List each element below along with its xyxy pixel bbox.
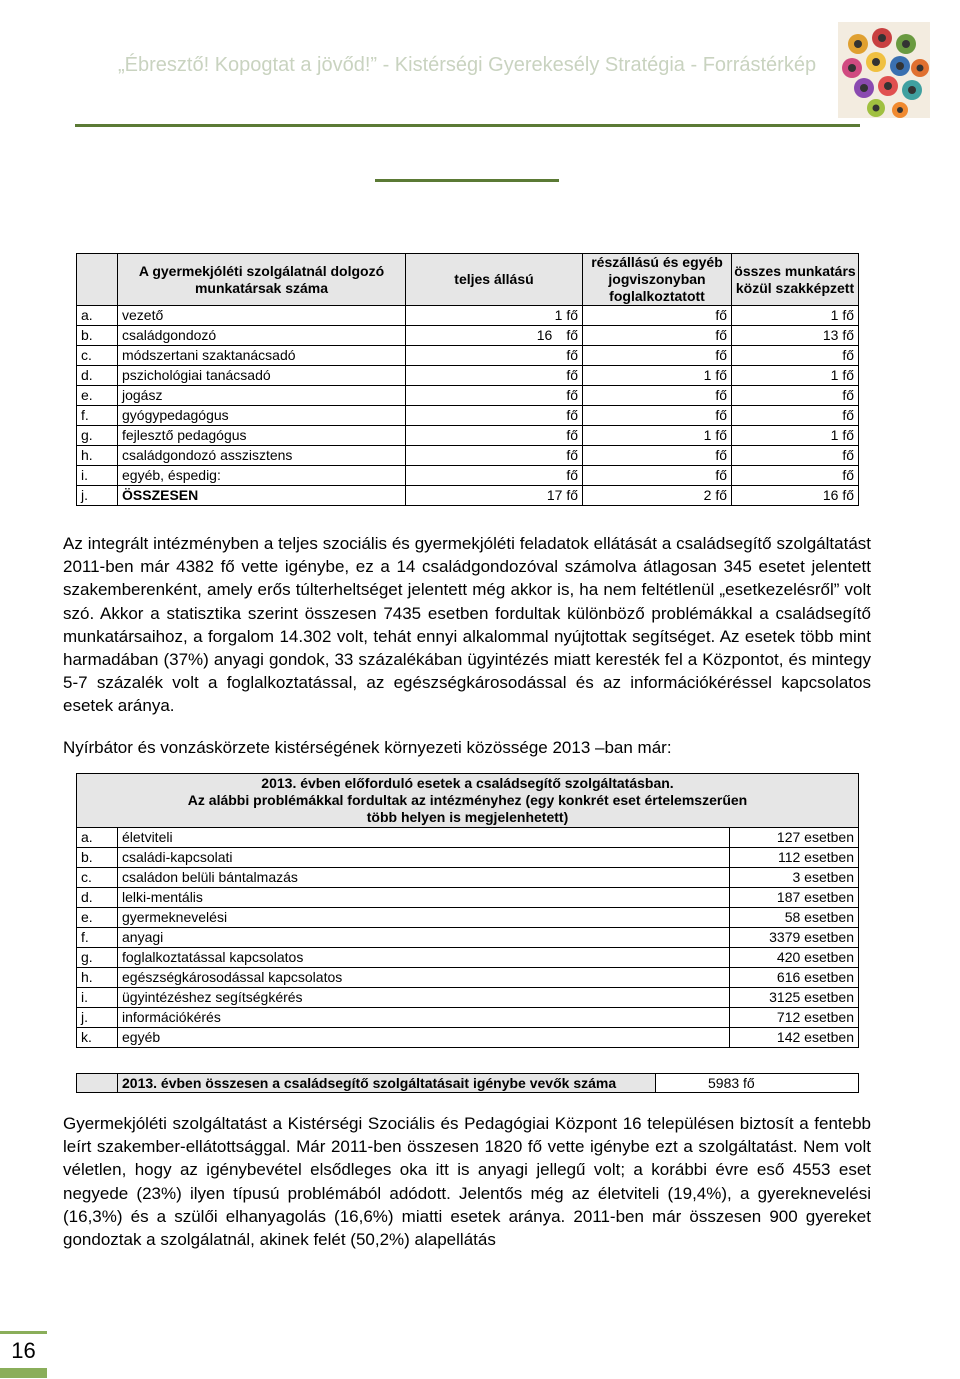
staff-table-fulltime-header: teljes állású <box>406 254 583 306</box>
paragraph-community-intro: Nyírbátor és vonzáskörzete kistérségének környezeti közössége 2013 –ban már: <box>63 738 672 757</box>
total-users-corner <box>77 1074 118 1093</box>
colored-pencils-logo <box>838 22 930 118</box>
staff-table-qualified-header: összes munkatárs közül szakképzett <box>732 254 859 306</box>
page-number: 16 <box>11 1338 36 1363</box>
table-row: d. lelki-mentális 187 esetben <box>77 888 859 908</box>
table-row: c. családon belüli bántalmazás 3 esetben <box>77 868 859 888</box>
table-row: a. vezető 1 fő fő 1 fő <box>77 306 859 326</box>
page-number-line <box>0 1331 47 1334</box>
table-row: c. módszertani szaktanácsadó fő fő fő <box>77 346 859 366</box>
table-row: h. egészségkárosodással kapcsolatos 616 esetben <box>77 968 859 988</box>
table-row: e. gyermeknevelési 58 esetben <box>77 908 859 928</box>
table-row: b. családi-kapcsolati 112 esetben <box>77 848 859 868</box>
table-row: i. egyéb, éspedig: fő fő fő <box>77 466 859 486</box>
table-row: e. jogász fő fő fő <box>77 386 859 406</box>
total-users-table <box>76 1073 859 1093</box>
cases-table-header: 2013. évben előforduló esetek a családsegítő szolgáltatásban. Az alábbi problémákkal fordultak az intézményhez (egy konkrét eset értelemszerűen több helyen is megjelenhetett) <box>77 774 859 828</box>
table-row: h. családgondozó asszisztens fő fő fő <box>77 446 859 466</box>
table-row: a. életviteli 127 esetben <box>77 828 859 848</box>
table-row-total: j. ÖSSZESEN 17 fő 2 fő 16 fő <box>77 486 859 506</box>
page-number-bar <box>0 1368 47 1378</box>
staff-table-corner <box>77 254 118 306</box>
table-row: k. egyéb 142 esetben <box>77 1028 859 1048</box>
staff-table-name-header: A gyermekjóléti szolgálatnál dolgozó munkatársak száma <box>118 254 406 306</box>
cases-table <box>76 773 859 1048</box>
table-row: i. ügyintézéshez segítségkérés 3125 esetben <box>77 988 859 1008</box>
paragraph-child-welfare: Gyermekjóléti szolgáltatást a Kistérségi Szociális és Pedagógiai Központ 16 településen biztosít a fentebb leírt szakember-ellátottsággal. Már 2011-ben összesen 1820 fő vette igénybe ezt a szolgáltatást. Nem volt véletlen, hogy az igénybevétel elsődleges oka itt is anyagi jellegű volt; a korábbi évre eső 4553 eset negyede (23%) ilyen típusú problémából adódott. Jelentős még az életviteli (19,4%), a gyereknevelési (16,3%) és a szülői elhanyagolás (16,6%) miatti esetek aránya. 2011-ben már összesen 900 gyereket gondoztak a szolgálatnál, akinek felét (50,2%) alapellátás <box>63 1114 871 1250</box>
staff-table-parttime-header: részállású és egyéb jogviszonyban foglalkoztatott <box>583 254 732 306</box>
header-subdivider <box>375 179 559 182</box>
table-row: b. családgondozó 16 fő fő 13 fő <box>77 326 859 346</box>
table-row: g. fejlesztő pedagógus fő 1 fő 1 fő <box>77 426 859 446</box>
total-users-label: 2013. évben összesen a családsegítő szolgáltatásait igénybe vevők száma <box>118 1074 656 1093</box>
header-title: „Ébresztő! Kopogtat a jövőd!” - Kistérségi Gyerekesély Stratégia - Forrástérkép <box>118 54 817 76</box>
staff-table <box>76 253 859 506</box>
total-users-value: 5983 fő <box>656 1074 859 1093</box>
table-row: g. foglalkoztatással kapcsolatos 420 esetben <box>77 948 859 968</box>
table-row: f. gyógypedagógus fő fő fő <box>77 406 859 426</box>
paragraph-integrated-institution: Az integrált intézményben a teljes szociális és gyermekjóléti feladatok ellátását a családsegítő szolgáltatást 2011-ben már 4382 fő vette igénybe, ez a 14 családgondozóval számolva átlagosan 345 esetet jelentett szakemberenként, amely erős túlterheltséget jelentett még akkor is, ha nem feltétlenül „esetkezelésről” volt szó. Akkor a statisztika szerint összesen 7435 esetben fordultak különböző problémákkal a családsegítő munkatársaihoz, a forgalom 14.302 volt, tehát ennyi alkalommal nyújtottak segítséget. Az esetek több mint harmadában (37%) anyagi gondok, 33 százalékában ügyintézés miatt keresték fel a Központot, és mintegy 5-7 százalék volt a foglalkoztatással, az egészségkárosodással és az információkéréssel kapcsolatos esetek aránya. <box>63 534 871 716</box>
table-row: d. pszichológiai tanácsadó fő 1 fő 1 fő <box>77 366 859 386</box>
table-row: j. információkérés 712 esetben <box>77 1008 859 1028</box>
table-row: f. anyagi 3379 esetben <box>77 928 859 948</box>
header-divider <box>75 124 860 127</box>
